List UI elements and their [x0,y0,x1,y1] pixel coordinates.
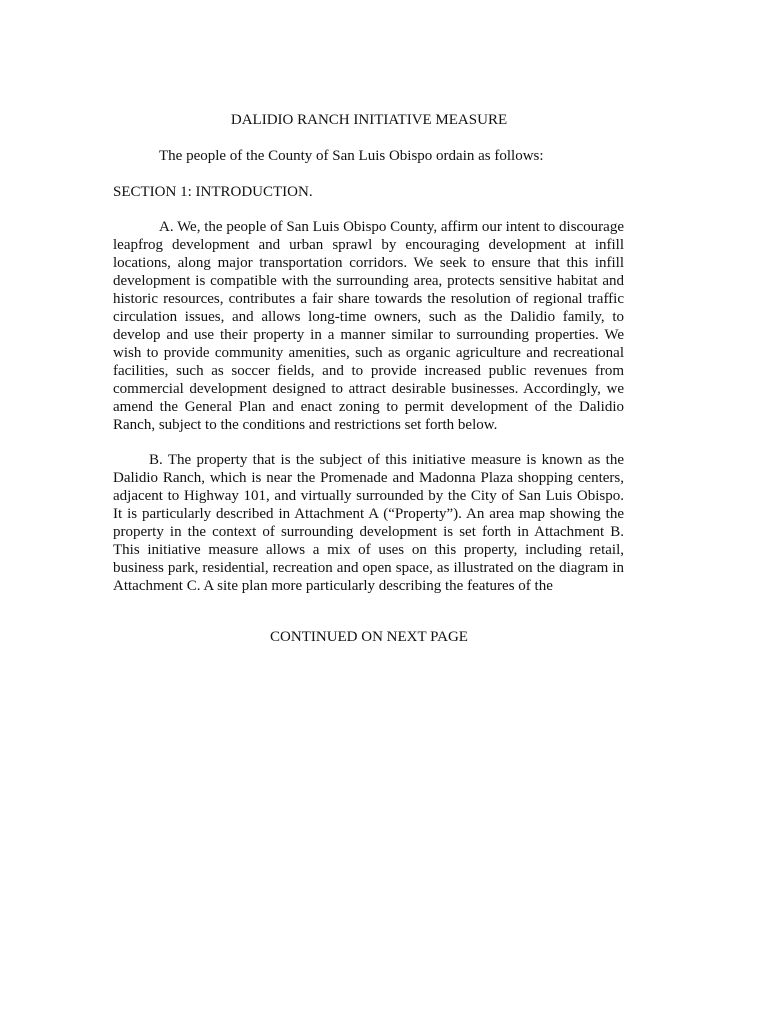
continued-notice: CONTINUED ON NEXT PAGE [270,629,468,645]
paragraph-b: B. The property that is the subject of this initiative measure is known as the Dalidio Ranch, which is near the Promenade and Madonna Plaza shopping centers, adjacent to Highway 101, and virtually surrounded by the City of San Luis Obispo. It is particularly described in Attachment A (“Property”). An area map showing the property in the context of surrounding development is set forth in Attachment B. This initiative measure allows a mix of uses on this property, including retail, business park, residential, recreation and open space, as illustrated on the diagram in Attachment C. A site plan more particularly describing the features of the [113,452,624,594]
document-title: DALIDIO RANCH INITIATIVE MEASURE [230,112,508,128]
ordain-statement: The people of the County of San Luis Obispo ordain as follows: [159,148,544,164]
paragraph-a: A. We, the people of San Luis Obispo County, affirm our intent to discourage leapfrog development and urban sprawl by encouraging development at infill locations, along major transportation corridors. We seek to ensure that this infill development is compatible with the surrounding area, protects sensitive habitat and historic resources, contributes a fair share towards the resolution of regional traffic circulation issues, and allows long-time owners, such as the Dalidio family, to develop and use their property in a manner similar to surrounding properties. We wish to provide community amenities, such as organic agriculture and recreational facilities, such as soccer fields, and to provide increased public revenues from commercial development designed to attract desirable businesses. Accordingly, we amend the General Plan and enact zoning to permit development of the Dalidio Ranch, subject to the conditions and restrictions set forth below. [113,219,624,433]
section-heading: SECTION 1: INTRODUCTION. [113,184,313,200]
